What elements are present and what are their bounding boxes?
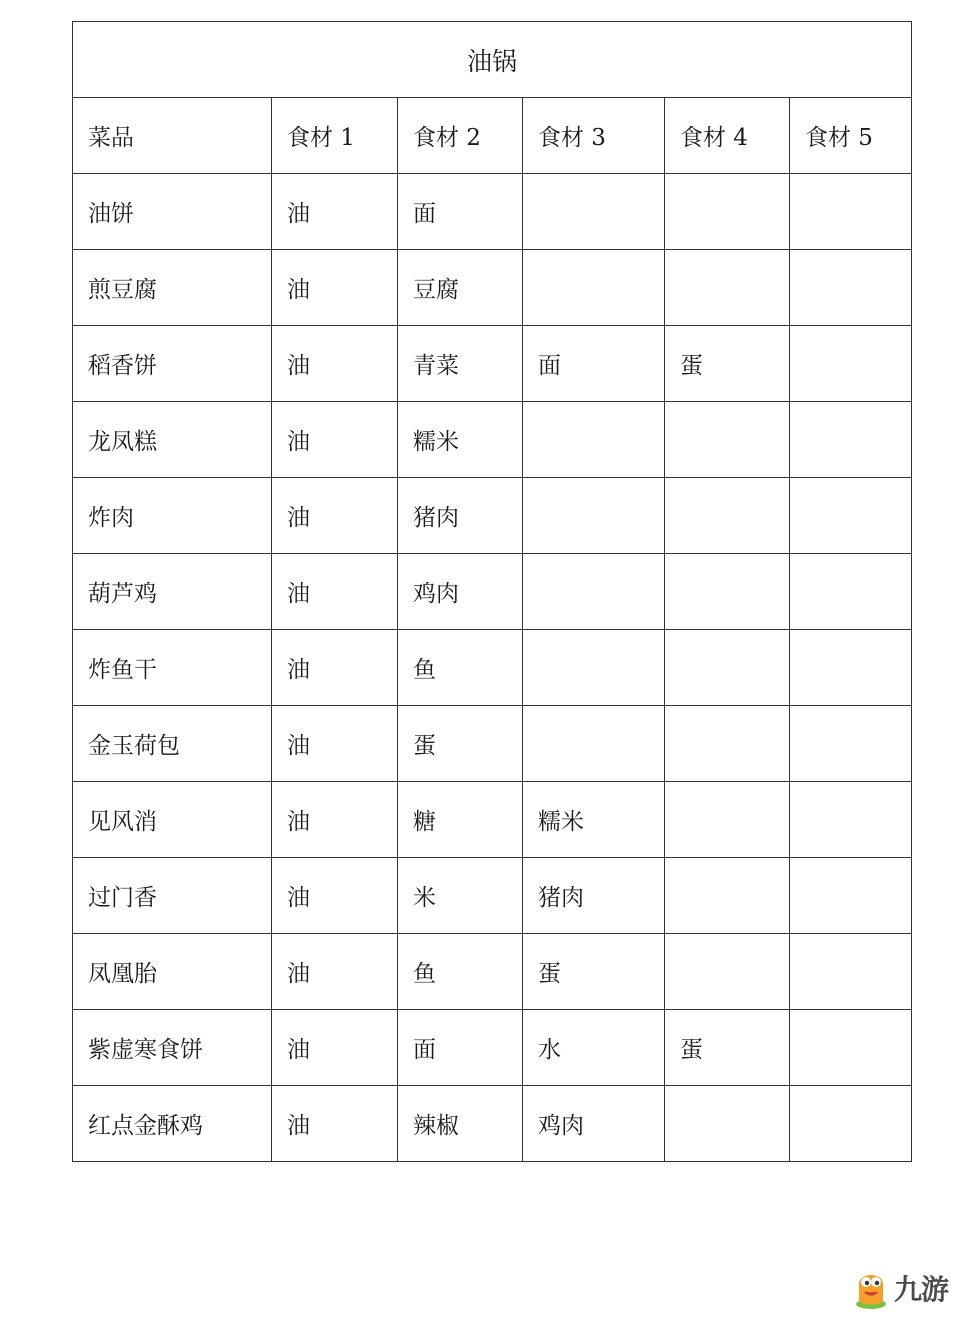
table-row bbox=[73, 554, 912, 630]
ingredient-cell: 米 bbox=[398, 858, 523, 934]
ingredient-cell: 蛋 bbox=[665, 326, 790, 402]
ingredient-cell bbox=[790, 402, 912, 478]
column-header-ingredient-2: 食材 2 bbox=[398, 98, 523, 174]
ingredient-cell: 辣椒 bbox=[398, 1086, 523, 1162]
table-row bbox=[73, 174, 912, 250]
table-row bbox=[73, 630, 912, 706]
ingredient-cell: 油 bbox=[272, 1010, 398, 1086]
ingredient-cell bbox=[790, 250, 912, 326]
ingredient-cell bbox=[665, 706, 790, 782]
dish-name-cell: 煎豆腐 bbox=[73, 250, 272, 326]
ingredient-cell: 青菜 bbox=[398, 326, 523, 402]
table-body bbox=[73, 174, 912, 1162]
ingredient-cell bbox=[665, 782, 790, 858]
ingredient-cell: 猪肉 bbox=[523, 858, 665, 934]
ingredient-cell bbox=[665, 402, 790, 478]
ingredient-cell bbox=[523, 554, 665, 630]
ingredient-cell: 鸡肉 bbox=[523, 1086, 665, 1162]
ingredient-cell: 油 bbox=[272, 706, 398, 782]
ingredient-cell bbox=[790, 1086, 912, 1162]
ingredient-cell: 面 bbox=[523, 326, 665, 402]
table-title: 油锅 bbox=[73, 22, 912, 98]
ingredient-cell bbox=[790, 554, 912, 630]
ingredient-cell: 糯米 bbox=[398, 402, 523, 478]
ingredient-cell bbox=[790, 1010, 912, 1086]
dish-name-cell: 炸肉 bbox=[73, 478, 272, 554]
dish-name-cell: 油饼 bbox=[73, 174, 272, 250]
ingredient-cell: 面 bbox=[398, 174, 523, 250]
column-header-ingredient-1: 食材 1 bbox=[272, 98, 398, 174]
table-row bbox=[73, 706, 912, 782]
ingredient-cell bbox=[523, 402, 665, 478]
column-header-ingredient-3: 食材 3 bbox=[523, 98, 665, 174]
table-row bbox=[73, 1010, 912, 1086]
ingredient-cell: 油 bbox=[272, 1086, 398, 1162]
recipe-table bbox=[72, 21, 912, 1162]
ingredient-cell: 水 bbox=[523, 1010, 665, 1086]
table-row bbox=[73, 858, 912, 934]
ingredient-cell: 油 bbox=[272, 174, 398, 250]
ingredient-cell bbox=[523, 706, 665, 782]
ingredient-cell: 鱼 bbox=[398, 934, 523, 1010]
table-row bbox=[73, 1086, 912, 1162]
mascot-logo-icon bbox=[852, 1266, 890, 1310]
ingredient-cell bbox=[790, 782, 912, 858]
ingredient-cell bbox=[665, 1086, 790, 1162]
ingredient-cell: 蛋 bbox=[665, 1010, 790, 1086]
ingredient-cell bbox=[665, 174, 790, 250]
ingredient-cell bbox=[665, 250, 790, 326]
dish-name-cell: 龙凤糕 bbox=[73, 402, 272, 478]
ingredient-cell bbox=[790, 934, 912, 1010]
dish-name-cell: 紫虚寒食饼 bbox=[73, 1010, 272, 1086]
table-row bbox=[73, 934, 912, 1010]
ingredient-cell: 油 bbox=[272, 250, 398, 326]
ingredient-cell: 豆腐 bbox=[398, 250, 523, 326]
table-header-row bbox=[73, 98, 912, 174]
ingredient-cell: 油 bbox=[272, 782, 398, 858]
column-header-ingredient-5: 食材 5 bbox=[790, 98, 912, 174]
ingredient-cell bbox=[523, 630, 665, 706]
dish-name-cell: 红点金酥鸡 bbox=[73, 1086, 272, 1162]
ingredient-cell: 油 bbox=[272, 934, 398, 1010]
ingredient-cell bbox=[523, 478, 665, 554]
jiuyou-watermark bbox=[852, 1263, 956, 1313]
ingredient-cell: 糯米 bbox=[523, 782, 665, 858]
ingredient-cell bbox=[790, 326, 912, 402]
dish-name-cell: 稻香饼 bbox=[73, 326, 272, 402]
ingredient-cell: 蛋 bbox=[398, 706, 523, 782]
watermark-text: 九游 bbox=[894, 1273, 949, 1306]
ingredient-cell bbox=[665, 478, 790, 554]
column-header-dish: 菜品 bbox=[73, 98, 272, 174]
ingredient-cell bbox=[665, 858, 790, 934]
ingredient-cell: 面 bbox=[398, 1010, 523, 1086]
ingredient-cell bbox=[665, 630, 790, 706]
ingredient-cell: 油 bbox=[272, 402, 398, 478]
ingredient-cell bbox=[523, 174, 665, 250]
ingredient-cell bbox=[790, 630, 912, 706]
table-row bbox=[73, 782, 912, 858]
table-row bbox=[73, 326, 912, 402]
ingredient-cell bbox=[523, 250, 665, 326]
ingredient-cell bbox=[790, 706, 912, 782]
ingredient-cell: 油 bbox=[272, 478, 398, 554]
ingredient-cell bbox=[665, 554, 790, 630]
column-header-ingredient-4: 食材 4 bbox=[665, 98, 790, 174]
ingredient-cell: 油 bbox=[272, 554, 398, 630]
dish-name-cell: 葫芦鸡 bbox=[73, 554, 272, 630]
dish-name-cell: 金玉荷包 bbox=[73, 706, 272, 782]
table-row bbox=[73, 478, 912, 554]
ingredient-cell bbox=[790, 478, 912, 554]
table-row bbox=[73, 402, 912, 478]
ingredient-cell: 油 bbox=[272, 630, 398, 706]
ingredient-cell: 鸡肉 bbox=[398, 554, 523, 630]
ingredient-cell: 油 bbox=[272, 858, 398, 934]
ingredient-cell: 糖 bbox=[398, 782, 523, 858]
ingredient-cell: 鱼 bbox=[398, 630, 523, 706]
dish-name-cell: 炸鱼干 bbox=[73, 630, 272, 706]
ingredient-cell bbox=[790, 174, 912, 250]
dish-name-cell: 见风消 bbox=[73, 782, 272, 858]
ingredient-cell bbox=[665, 934, 790, 1010]
table-title-row bbox=[73, 22, 912, 98]
ingredient-cell bbox=[790, 858, 912, 934]
dish-name-cell: 凤凰胎 bbox=[73, 934, 272, 1010]
table-row bbox=[73, 250, 912, 326]
ingredient-cell: 猪肉 bbox=[398, 478, 523, 554]
ingredient-cell: 油 bbox=[272, 326, 398, 402]
dish-name-cell: 过门香 bbox=[73, 858, 272, 934]
ingredient-cell: 蛋 bbox=[523, 934, 665, 1010]
